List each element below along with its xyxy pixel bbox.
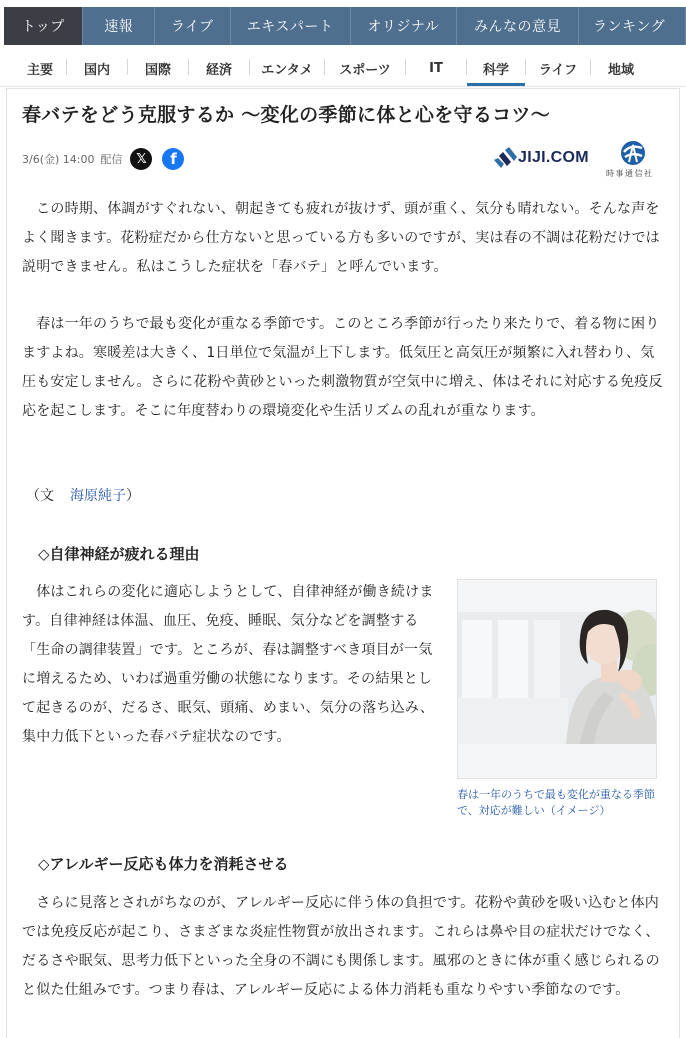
article-paragraph: この時期、体調がすぐれない、朝起きても疲れが抜けず、頭が重く、気分も晴れない。そんな声をよく聞きます。花粉症だから仕方ないと思っている方も多いのですが、実は春の不調は花粉だけでは説明できません。私はこうした症状を「春バテ」と呼んでいます。	[22, 201, 660, 275]
category-nav	[14, 50, 686, 86]
top-nav	[4, 7, 686, 45]
top-nav-original[interactable]: オリジナル	[351, 7, 457, 45]
source-sub: 時事通信社	[606, 169, 654, 178]
facebook-icon[interactable]: f	[162, 148, 184, 170]
woman-shoulder-pain-image	[458, 580, 657, 779]
article-paragraph: さらに見落とされがちなのが、アレルギー反応に伴う体の負担です。花粉や黄砂を吸い込むと体内では免疫反応が起こり、さまざまな炎症性物質が放出されます。これらは鼻や目の症状だけでなく、だるさや眠気、思考力低下といった全身の不調にも関係します。風邪のときに体が重く感じられるのと似た仕組みです。つまり春は、アレルギー反応による体力消耗も重なりやすい季節なのです。	[22, 895, 660, 998]
subnav-divider	[0, 86, 686, 87]
image-caption: 春は一年のうちで最も変化が重なる季節で、対応が難しい（イメージ）	[457, 788, 655, 817]
tab-it[interactable]: IT	[429, 60, 443, 76]
author-credit	[26, 482, 140, 511]
tab-main[interactable]: 主要	[26, 62, 53, 78]
top-nav-home[interactable]: トップ	[4, 7, 83, 45]
tab-sports[interactable]: スポーツ	[339, 62, 391, 78]
article-paragraph: 春は一年のうちで最も変化が重なる季節です。このところ季節が行ったり来たりで、着る物に困りますよね。寒暖差は大きく、1日単位で気温が上下します。低気圧と高気圧が頻繁に入れ替わり、気圧も安定しません。さらに花粉や黄砂といった刺激物質が空気中に増え、体はそれに対応する免疫反応を起こします。そこに年度替わりの環境変化や生活リズムの乱れが重なります。	[22, 316, 663, 419]
tab-life[interactable]: ライフ	[538, 62, 578, 78]
source-logo-text: JIJI.COM	[518, 149, 589, 166]
publish-date: 3/6(金) 14:00	[22, 153, 95, 166]
top-nav-opinions[interactable]: みんなの意見	[457, 7, 579, 45]
credit-prefix: （文	[26, 488, 54, 504]
top-nav-ranking[interactable]: ランキング	[579, 7, 686, 45]
tab-entertainment[interactable]: エンタメ	[261, 62, 313, 78]
top-nav-live[interactable]: ライブ	[155, 7, 231, 45]
top-nav-expert[interactable]: エキスパート	[231, 7, 351, 45]
x-logo-icon[interactable]: 𝕏	[130, 148, 152, 170]
top-nav-breaking[interactable]: 速報	[83, 7, 155, 45]
article-image[interactable]	[457, 579, 657, 779]
section-heading: ◇自律神経が疲れる理由	[38, 545, 200, 563]
section-heading: ◇アレルギー反応も体力を消耗させる	[38, 855, 289, 873]
tab-economy[interactable]: 経済	[205, 62, 232, 78]
tab-international[interactable]: 国際	[144, 62, 171, 78]
jiji-logo-icon	[618, 140, 648, 168]
author-link[interactable]: 海原純子	[70, 488, 126, 504]
article-title: 春バテをどう克服するか 〜変化の季節に体と心を守るコツ〜	[22, 104, 551, 126]
tab-science[interactable]: 科学	[467, 50, 525, 86]
publish-label: 配信	[100, 153, 123, 166]
tab-region[interactable]: 地域	[607, 62, 634, 78]
jiji-mark-icon	[492, 146, 518, 174]
credit-suffix: ）	[126, 488, 140, 504]
source-logo[interactable]	[492, 140, 662, 180]
tab-domestic[interactable]: 国内	[83, 62, 110, 78]
article-paragraph: 体はこれらの変化に適応しようとして、自律神経が働き続けます。自律神経は体温、血圧、免疫、睡眠、気分などを調整する「生命の調律装置」です。ところが、春は調整すべき項目が一気に増えるため、いわば過重労働の状態になります。その結果として起きるのが、だるさ、眠気、頭痛、めまい、気分の落ち込み、集中力低下といった春バテ症状なのです。	[22, 584, 435, 745]
article-meta	[22, 146, 184, 172]
